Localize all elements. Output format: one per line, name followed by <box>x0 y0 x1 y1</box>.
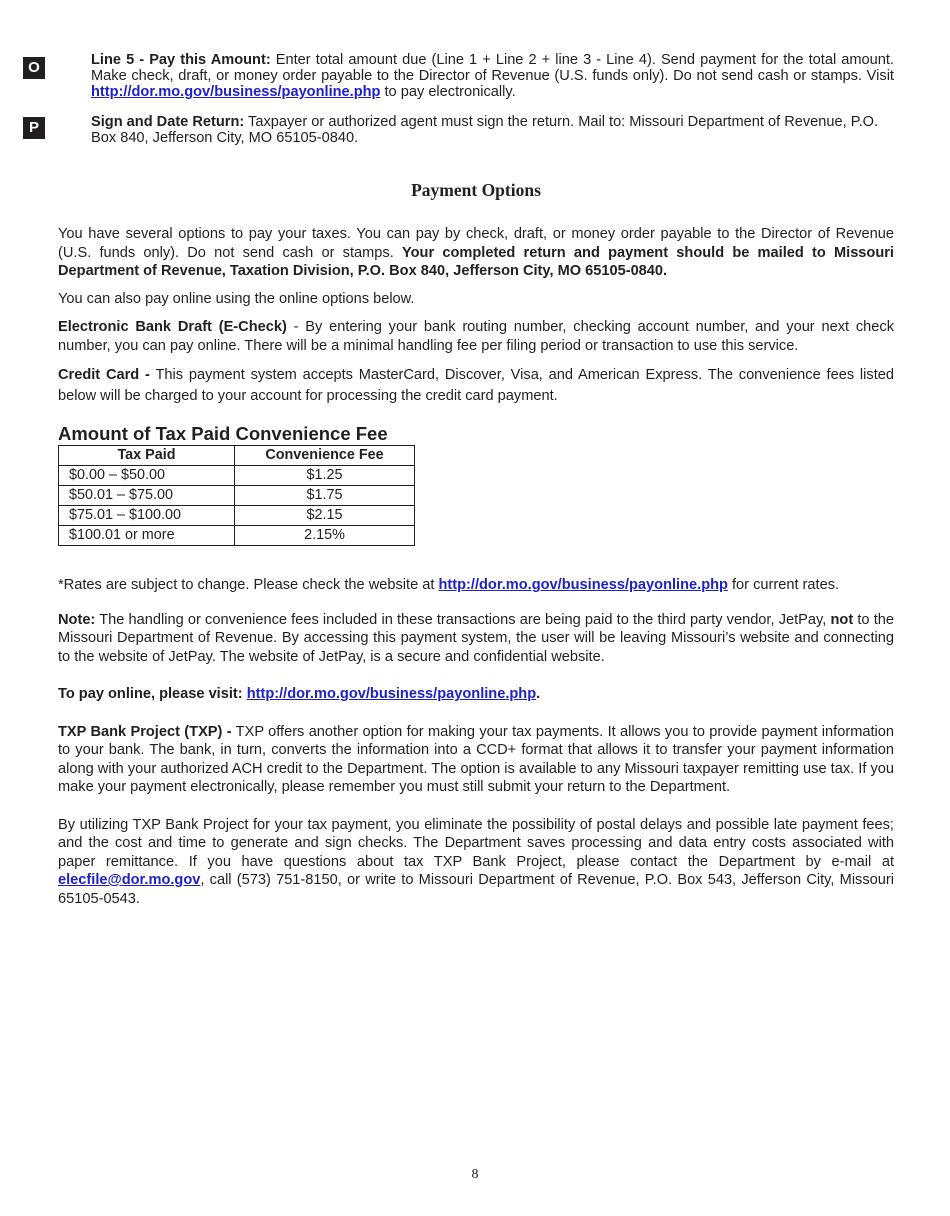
payonline-link[interactable]: http://dor.mo.gov/business/payonline.php <box>246 686 537 702</box>
visit-period: . <box>536 686 541 702</box>
tax-paid-cell: $50.01 – $75.00 <box>59 486 235 506</box>
credit-card-text: This payment system accepts MasterCard, Discover, Visa, and American Express. The convenience fees listed below will be charged to your account for processing the credit card payment. <box>58 367 894 404</box>
email-link[interactable]: elecfile@dor.mo.gov <box>58 872 201 888</box>
fee-cell: 2.15% <box>235 526 415 546</box>
txp-text: TXP offers another option for making your tax payments. It allows you to provide payment information to your bank. The bank, in turn, converts the information into a CCD+ format that allows it to transfer your payment information along with your authorized ACH credit to the Department. The option is available to any Missouri taxpayer remitting use tax. If you make your payment electronically, please remember you must still submit your return to the Department. <box>58 723 894 795</box>
txp2-text: By utilizing TXP Bank Project for your tax payment, you eliminate the possibility of postal delays and possible late payment fees; and the cost and time to generate and sign checks. The Department saves processing and data entry costs associated with paper remittance. If you have questions about tax TXP Bank Project, please contact the Department by e-mail at <box>58 816 894 870</box>
credit-card-paragraph <box>58 365 894 407</box>
header-convenience-fee: Convenience Fee <box>235 446 415 466</box>
rates-text: *Rates are subject to change. Please check the website at <box>58 577 439 593</box>
tax-paid-cell: $75.01 – $100.00 <box>59 506 235 526</box>
rates-paragraph <box>58 576 894 595</box>
table-row <box>59 486 415 506</box>
instruction-label: Line 5 - Pay this Amount: <box>91 52 271 68</box>
table-row <box>59 506 415 526</box>
table-row <box>59 526 415 546</box>
fee-cell: $2.15 <box>235 506 415 526</box>
note-text: The handling or convenience fees included in these transactions are being paid to the third party vendor, JetPay, <box>95 611 831 628</box>
payonline-link[interactable]: http://dor.mo.gov/business/payonline.php <box>91 84 381 100</box>
mailing-address-bold: Your completed return and payment should be mailed to Missouri Department of Revenue, Taxation Division, P.O. Box 840, Jefferson City, MO 65105-0840. <box>58 244 894 279</box>
header-tax-paid: Tax Paid <box>59 446 235 466</box>
fee-cell: $1.25 <box>235 466 415 486</box>
instruction-text-after: to pay electronically. <box>380 84 516 100</box>
visit-label: To pay online, please visit: <box>58 686 247 702</box>
tax-paid-cell: $100.01 or more <box>59 526 235 546</box>
txp-benefits-paragraph <box>58 816 894 909</box>
echeck-label: Electronic Bank Draft (E-Check) <box>58 319 287 335</box>
txp2-text-after: , call (573) 751-8150, or write to Missouri Department of Revenue, P.O. Box 543, Jefferson City, Missouri 65105-0543. <box>58 872 894 907</box>
txp-label: TXP Bank Project (TXP) - <box>58 723 232 740</box>
note-bold-not: not <box>830 611 854 628</box>
note-paragraph <box>58 611 894 667</box>
page-number: 8 <box>471 1167 479 1182</box>
note-label: Note: <box>58 611 96 628</box>
paragraph-text: You have several options to pay your taxes. You can pay by check, draft, or money order payable to the Director of Revenue (U.S. funds only). Do not send cash or stamps. <box>58 226 894 261</box>
note-text-2: to the Missouri Department of Revenue. By accessing this payment system, the user will be leaving Missouri’s website and connecting to the website of JetPay. The website of JetPay, is a secure and confidential website. <box>58 611 894 665</box>
fee-table-title: Amount of Tax Paid Convenience Fee <box>58 423 388 444</box>
badge-p: P <box>23 117 45 139</box>
online-options-paragraph: You can also pay online using the online options below. <box>58 290 415 307</box>
table-row <box>59 466 415 486</box>
tax-paid-cell: $0.00 – $50.00 <box>59 466 235 486</box>
echeck-text: - By entering your bank routing number, checking account number, and your next check number, you can pay online. There will be a minimal handling fee per filing period or transaction to use this service. <box>58 319 894 354</box>
txp-paragraph <box>58 723 894 797</box>
credit-card-label: Credit Card - <box>58 367 150 383</box>
instruction-sign-date <box>28 114 894 146</box>
instruction-text: Enter total amount due (Line 1 + Line 2 + line 3 - Line 4). Send payment for the total amount. Make check, draft, or money order payable to the Director of Revenue (U.S. funds only). Do not send cash or stamps. Visit <box>91 52 894 84</box>
fee-table <box>58 445 415 546</box>
rates-text-after: for current rates. <box>727 577 840 593</box>
section-title: Payment Options <box>411 180 541 200</box>
fee-cell: $1.75 <box>235 486 415 506</box>
instruction-text: Taxpayer or authorized agent must sign the return. Mail to: Missouri Department of Revenue, P.O. Box 840, Jefferson City, MO 65105-0840. <box>91 114 879 146</box>
badge-o: O <box>23 57 45 79</box>
payment-options-paragraph <box>58 225 894 281</box>
table-header-row <box>59 446 415 466</box>
document-page <box>28 52 894 917</box>
echeck-paragraph <box>58 318 894 355</box>
payonline-link[interactable]: http://dor.mo.gov/business/payonline.php <box>438 577 728 593</box>
instruction-label: Sign and Date Return: <box>91 114 245 130</box>
instruction-line-5 <box>28 52 894 100</box>
visit-paragraph <box>58 685 894 704</box>
